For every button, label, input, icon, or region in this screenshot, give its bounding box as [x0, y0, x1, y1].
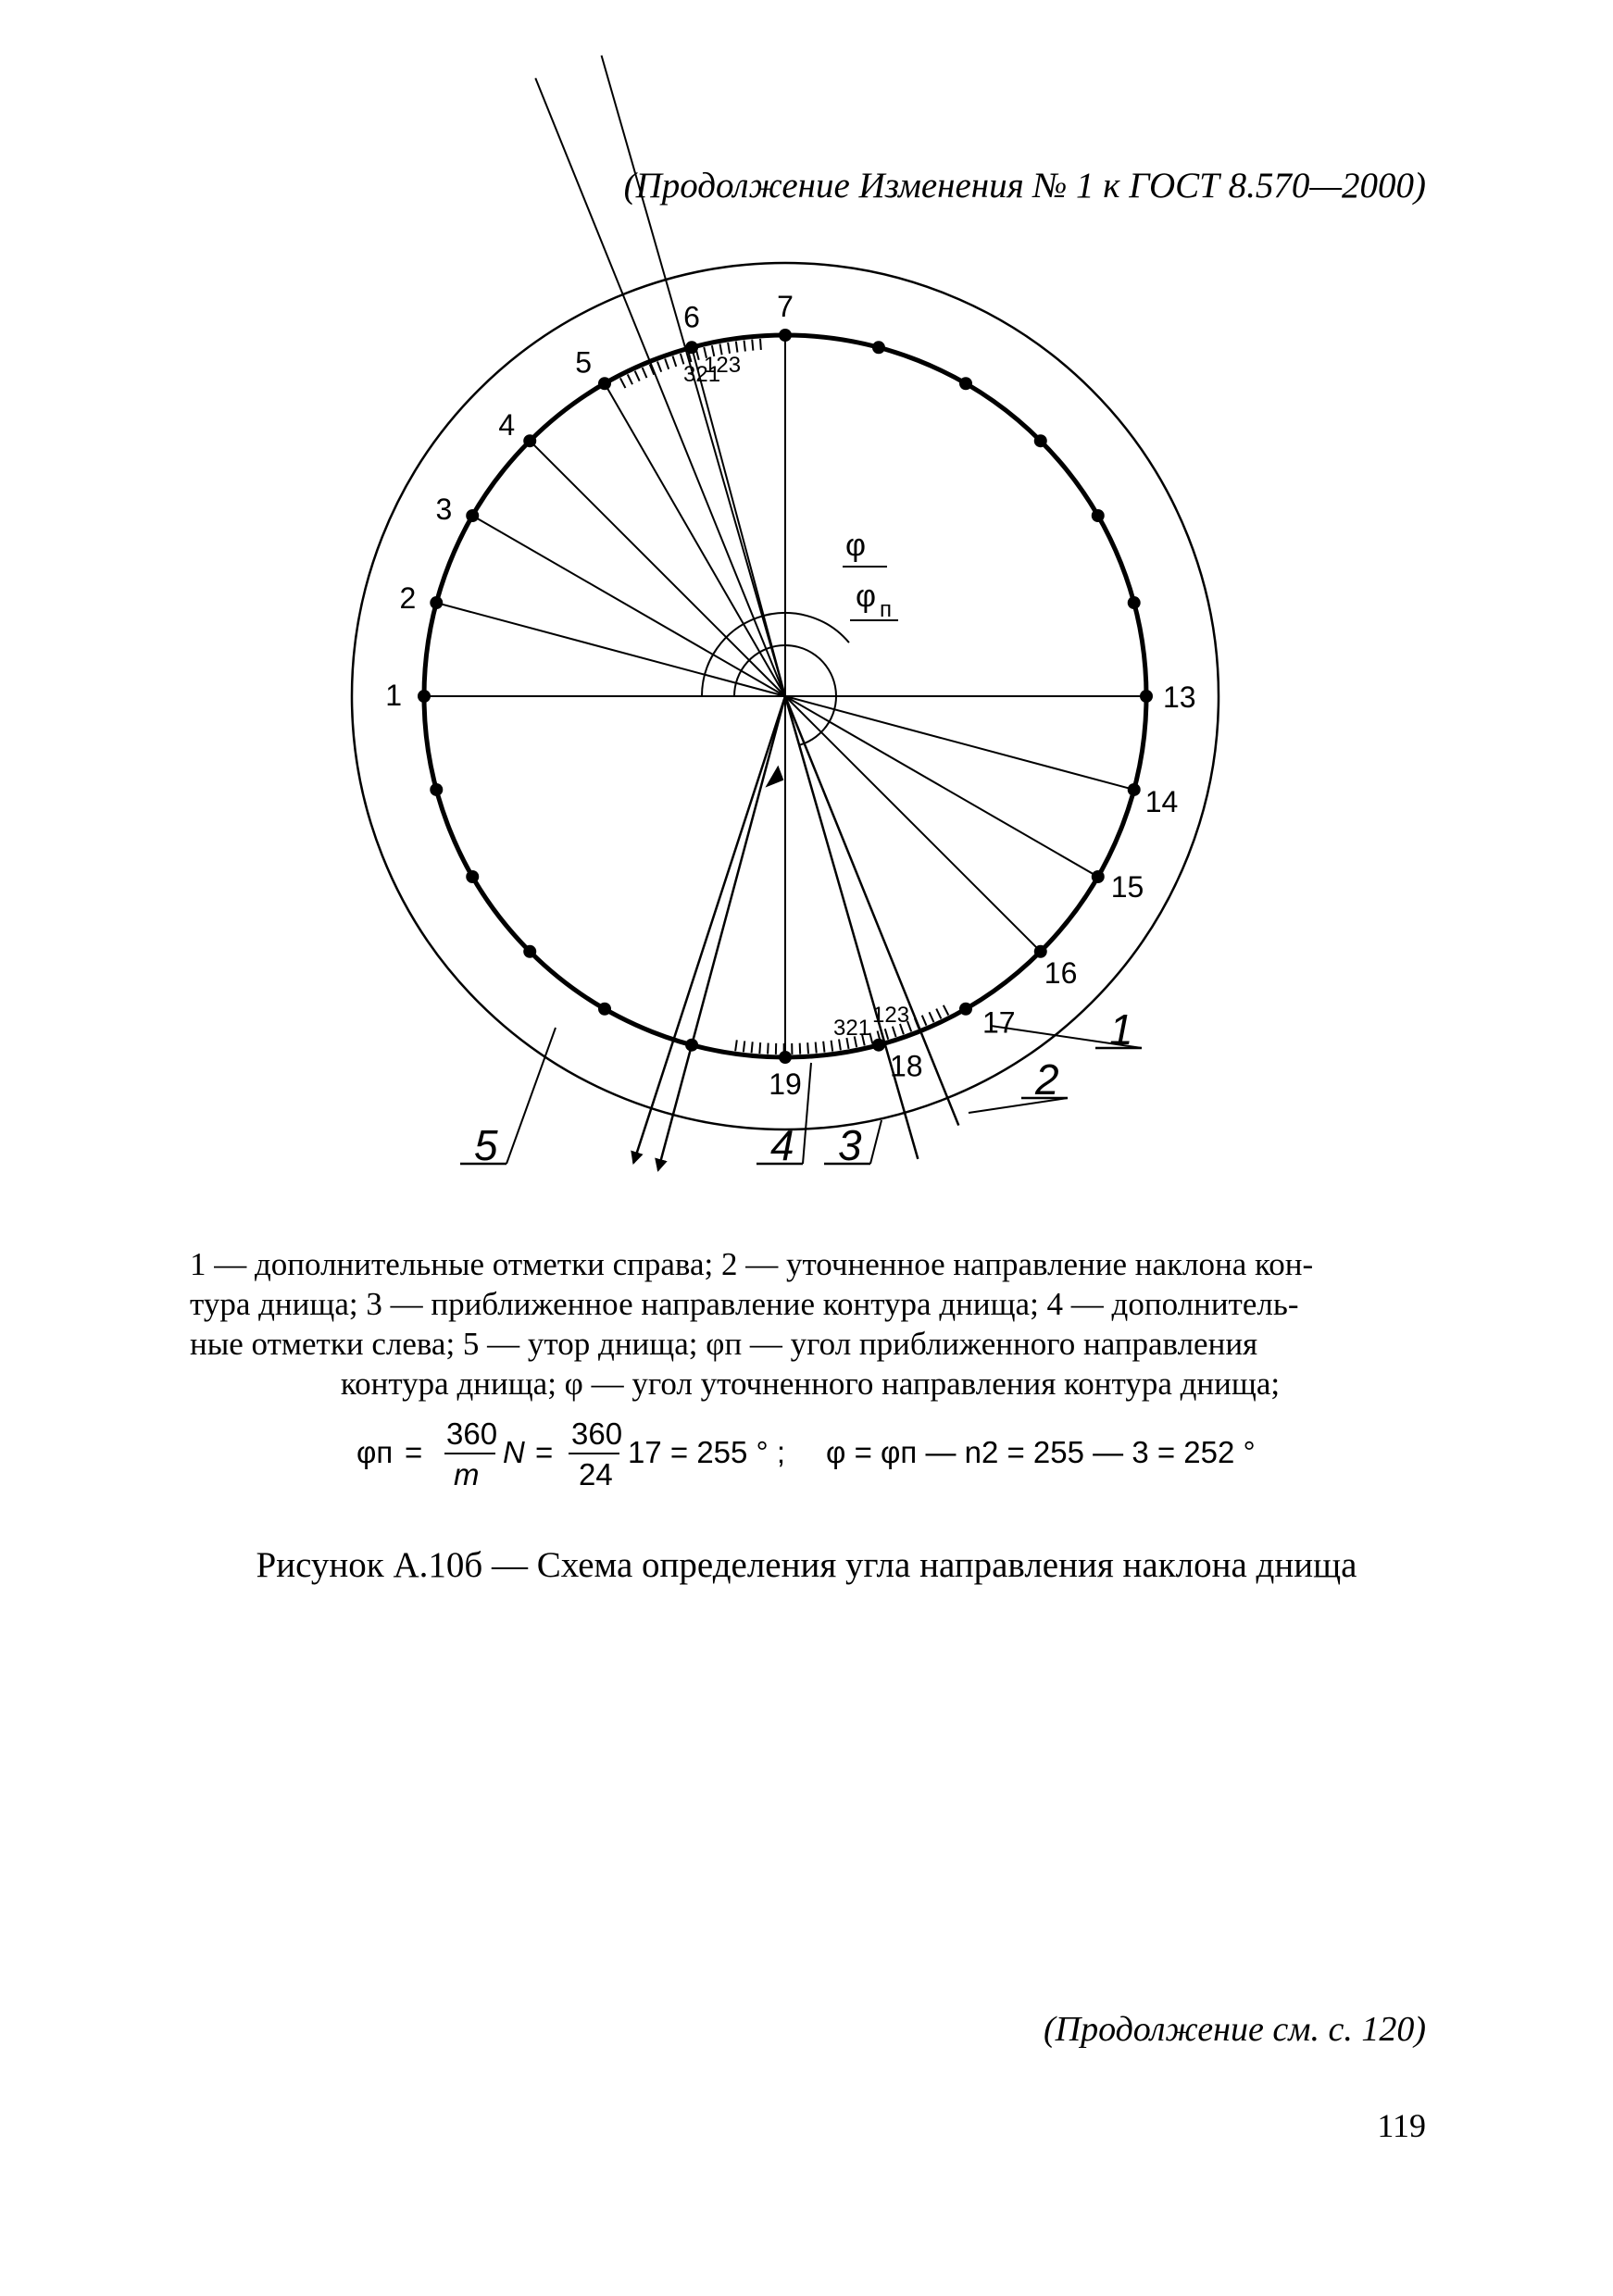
phi-p-label: φ	[856, 579, 877, 614]
division-point	[430, 783, 443, 796]
callout-leader	[870, 1120, 882, 1164]
scale-tick-bottom	[759, 1042, 760, 1054]
callout-5: 5	[474, 1121, 498, 1169]
point-label-7: 7	[777, 290, 794, 323]
division-point	[1092, 509, 1105, 522]
division-point	[523, 945, 536, 958]
radius-line	[530, 441, 785, 696]
scale-tick-bottom	[768, 1043, 769, 1054]
callout-4: 4	[770, 1121, 794, 1169]
scale-tick-bottom	[944, 1005, 948, 1016]
formula-frac1-num: 360	[446, 1416, 498, 1451]
scale-tick-top	[635, 371, 640, 381]
point-label-2: 2	[399, 581, 417, 616]
formula	[0, 1416, 1613, 1500]
scale-tick-bottom	[800, 1043, 801, 1054]
scale-tick-top	[744, 341, 745, 352]
scale-top-right: 123	[704, 353, 742, 378]
page-header: (Продолжение Изменения № 1 к ГОСТ 8.570—2000)	[623, 166, 1426, 206]
callout-1: 1	[1109, 1005, 1133, 1054]
callout-3: 3	[838, 1121, 862, 1169]
formula-rhs2: φ = φп — n2 = 255 — 3 = 252 °	[826, 1435, 1256, 1469]
point-label-16: 16	[1044, 955, 1078, 990]
formula-eq2: =	[535, 1435, 554, 1469]
angle-arc-phi	[702, 613, 849, 696]
division-point	[466, 870, 479, 883]
formula-frac2-num: 360	[571, 1416, 623, 1451]
scale-tick-bottom	[752, 1042, 753, 1053]
scale-tick-bottom	[807, 1042, 808, 1054]
radius-line	[785, 696, 1098, 877]
scale-tick-top	[672, 356, 676, 367]
radius-line	[436, 603, 785, 696]
scale-tick-bottom	[823, 1042, 824, 1053]
legend-line: тура днища; 3 — приближенное направление контура днища; 4 — дополнитель-	[190, 1286, 1299, 1322]
division-point	[598, 1003, 611, 1016]
point-label-18: 18	[889, 1049, 923, 1083]
approx-direction-arrow	[658, 696, 785, 1170]
radius-line	[605, 383, 785, 696]
scale-tick-bottom	[816, 1042, 817, 1054]
radius-line	[472, 516, 785, 696]
legend-line: 1 — дополнительные отметки справа; 2 — уточненное направление наклона кон-	[190, 1246, 1314, 1282]
scale-tick-bottom	[832, 1041, 833, 1052]
division-point	[959, 377, 972, 390]
point-label-1: 1	[385, 679, 402, 712]
scale-tick-top	[643, 368, 647, 378]
division-point	[959, 1003, 972, 1016]
legend	[190, 1244, 1431, 1404]
division-point	[872, 341, 885, 354]
scale-tick-top	[696, 349, 699, 360]
formula-frac1-den: m	[454, 1457, 480, 1491]
scale-tick-top	[760, 339, 761, 350]
direction-line-lower	[785, 696, 918, 1159]
scale-tick-bottom	[936, 1009, 941, 1019]
scale-tick-bottom	[922, 1016, 927, 1026]
formula-phi-p: φп	[356, 1435, 394, 1469]
point-label-5: 5	[575, 345, 592, 380]
point-label-13: 13	[1163, 680, 1196, 714]
point-label-14: 14	[1144, 784, 1179, 818]
scale-tick-bottom	[893, 1027, 896, 1037]
phi-label: φ	[845, 528, 867, 563]
legend-line: ные отметки слева; 5 — утор днища; φп — угол приближенного направления	[190, 1326, 1258, 1362]
scale-bottom-left: 321	[833, 1016, 871, 1041]
point-label-3: 3	[435, 493, 453, 526]
formula-frac2-den: 24	[579, 1457, 613, 1491]
phi-p-subscript: п	[880, 597, 892, 622]
figure-caption: Рисунок А.10б — Схема определения угла направления наклона днища	[256, 1545, 1357, 1585]
point-label-17: 17	[982, 1005, 1016, 1040]
division-point	[1128, 596, 1141, 609]
scale-bottom-right: 123	[872, 1003, 910, 1028]
point-label-15: 15	[1110, 870, 1144, 904]
scale-tick-top	[628, 374, 632, 384]
callout-leader	[803, 1063, 811, 1164]
scale-tick-bottom	[735, 1040, 737, 1051]
radius-line	[692, 347, 785, 696]
scale-tick-bottom	[885, 1029, 888, 1039]
point-label-4: 4	[498, 408, 516, 443]
radius-line	[785, 696, 1134, 790]
formula-eq: =	[405, 1435, 423, 1469]
scale-tick-top	[752, 340, 753, 351]
legend-line: контура днища; φ — угол уточненного направления контура днища;	[340, 1366, 1281, 1402]
formula-n: N	[503, 1435, 525, 1469]
scale-tick-bottom	[839, 1039, 841, 1050]
callout-2: 2	[1035, 1055, 1059, 1104]
point-label-6: 6	[683, 300, 700, 334]
page-number: 119	[1377, 2107, 1426, 2144]
angle-arrow	[765, 766, 783, 788]
continuation-note: (Продолжение см. с. 120)	[1043, 2010, 1426, 2049]
division-point	[1034, 434, 1047, 447]
scale-tick-top	[620, 378, 626, 388]
scale-tick-top	[665, 358, 669, 368]
scale-tick-top	[736, 342, 738, 353]
formula-result1: 17 = 255 ° ;	[628, 1435, 786, 1469]
direction-line-lower	[785, 696, 958, 1126]
point-label-19: 19	[769, 1067, 802, 1101]
scale-tick-top	[657, 361, 661, 371]
scale-tick-bottom	[930, 1012, 934, 1022]
refined-direction-arrow	[633, 696, 785, 1163]
radius-line	[785, 696, 1041, 952]
scale-top-left: 321	[683, 362, 721, 387]
direction-line-upper	[535, 78, 785, 696]
